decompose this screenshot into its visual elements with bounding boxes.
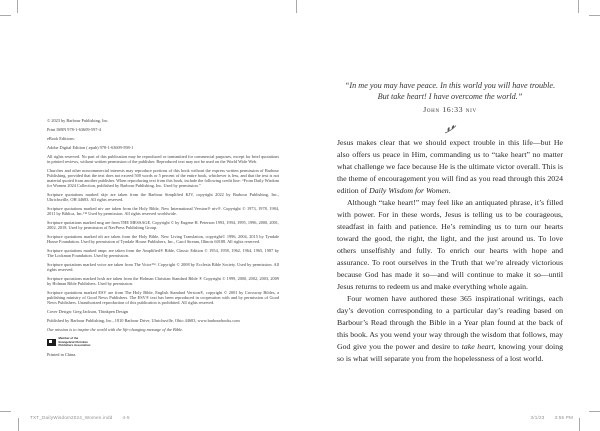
scripture-note-esv: Scripture quotations marked ESV are from The Holy Bible, English Standard Version®, copyright © 2001 by Crossway Bibles, a publishing ministry of Good News Publishers. The ESV® text has been reproduced in cooperation with and by permission of Good News Publishers. Unauthorized reproduction of this publication is prohibited. All rights reserved. <box>47 290 279 305</box>
scripture-note-msg: Scripture quotations marked msg are from THE MESSAGE. Copyright © by Eugene H. Peterson 1993, 1994, 1995, 1996, 2000, 2001, 2002, 2018. Used by permission of NavPress Publishing Group. <box>47 220 279 231</box>
crop-mark-bottom-right-h <box>589 411 600 412</box>
ecpa-member-logo <box>47 337 279 347</box>
intro-paragraph-3 <box>337 293 563 365</box>
quote-line: But take heart! I have overcome the world.” <box>377 92 523 101</box>
crop-mark-top-left-v <box>17 0 18 13</box>
book-title-italic: Daily Wisdom for Women <box>369 186 449 195</box>
crop-mark-top-right-h <box>589 15 600 16</box>
copyright-line: © 2023 by Barbour Publishing, Inc. <box>47 118 109 123</box>
scripture-reference: John 16:33 niv <box>423 105 477 114</box>
scripture-quote <box>337 80 563 102</box>
ecpa-line: Member of the <box>58 336 79 341</box>
ecpa-line: Publishers Association <box>58 342 91 347</box>
rights-paragraph: All rights reserved. No part of this publication may be reproduced or transmitted for commercial purposes, except for brief quotations in printed reviews, without written permission of the publisher. Reproduced text may not be used on the World Wide Web. <box>47 154 279 165</box>
leaf-flourish-icon <box>337 121 563 131</box>
scripture-note-nlt: Scripture quotations marked nlt are taken from the Holy Bible, New Living Translation, copyright© 1996, 2004, 2015 by Tyndale House Foundation. Used by permission of Tyndale House Publishers, Inc., Carol Stream, Illinois 60188. All rights reserved. <box>47 234 279 245</box>
scripture-note-voice: Scripture quotations marked voice are taken from The Voice™. Copyright © 2008 by Ecclesia Bible Society. Used by permission. All rights reserved. <box>47 262 279 273</box>
ecpa-logo-text <box>59 337 91 347</box>
quote-line: “In me you may have peace. In this world you will have trouble. <box>344 81 556 90</box>
sheet-page-numbers: 4-5 <box>122 415 130 420</box>
slug-date: 3/1/23 <box>530 415 545 420</box>
paragraph-text: . <box>448 186 451 195</box>
crop-mark-bottom-left-v <box>18 418 19 431</box>
crop-mark-bottom-right-v <box>579 418 580 431</box>
indd-filename: TXT_DailyWisdom2024_Women.indd <box>30 415 113 420</box>
take-heart-italic: take heart <box>461 342 494 351</box>
copyright-page <box>47 119 279 362</box>
scripture-note-skjv: Scripture quotations marked skjv are taken from the Barbour Simplified KJV, copyright 2022 by Barbour Publishing, Inc., Uhrichsville, OH 44683. All rights reserved. <box>47 192 279 203</box>
intro-paragraph-2: Although “take heart!” may feel like an antiquated phrase, it’s filled with power. For in these words, Jesus is telling us to be courageous, steadfast in faith and patience. He’s reminding us to turn our hearts toward the good, the right, the light, and the just around us. To love others unselfishly and fully. To enrich our hearts with hope and assurance. To root ourselves in the Truth that we’re already victorious because God has made it so—and will continue to make it so—until Jesus returns to redeem us and make everything whole again. <box>337 198 563 291</box>
scripture-note-hcsb: Scripture quotations marked hcsb are taken from the Holman Christian Standard Bible ® Copyright © 1999, 2000, 2002, 2003, 2009 by Holman Bible Publishers. Used by permission. <box>47 276 279 287</box>
scripture-note-niv: Scripture quotations marked niv are taken from the Holy Bible, New International Version® niv®. Copyright © 1973, 1978, 1984, 2011 by Biblica, Inc.™ Used by permission. All rights reserved worldwide. <box>47 206 279 217</box>
crop-mark-top-center <box>296 0 297 13</box>
scripture-note-ampc: Scripture quotations marked ampc are taken from the Amplified® Bible, Classic Edition © 1954, 1958, 1962, 1964, 1965, 1987 by The Lockman Foundation. Used by permission. <box>47 248 279 259</box>
publisher-address-line: Published by Barbour Publishing, Inc., 1810 Barbour Drive, Uhrichsville, Ohio 44683, www.barbourbooks.com <box>47 318 240 324</box>
paragraph-text: Jesus makes clear that we should expect trouble in this life—but He also offers us peace in Him, commanding us to “take heart” no matter what challenge we face because He is the ultimate victor overall. This is the theme of encouragement you will find as you read through this 2024 edition of <box>337 138 563 195</box>
mission-statement: Our mission is to inspire the world with the life-changing message of the Bible. <box>47 327 184 333</box>
epub-isbn-line: Adobe Digital Edition (.epub) 978-1-63609-598-1 <box>47 145 134 151</box>
slug-time: 3:55 PM <box>554 415 573 420</box>
printed-in-line: Printed in China. <box>47 352 77 358</box>
print-isbn-line: Print ISBN 978-1-63609-597-4 <box>47 127 101 133</box>
intro-paragraph-1 <box>337 137 563 197</box>
paragraph-text: Four women have authored these 365 inspirational writings, each day’s devotion corresponding to a particular day’s reading based on Barbour’s Read through the Bible in a Year plan found at the back of this book. As you wend your way through the wisdom that follows, may God give you the power and desire to <box>337 294 563 351</box>
ecpa-line: Evangelical Christian <box>58 339 88 344</box>
slug-filename <box>30 415 130 420</box>
paragraph-text: , knowing your doing so is what will separate you from the hopelessness of a lost world. <box>337 342 563 363</box>
introduction-page <box>337 80 563 365</box>
ecpa-logo-icon <box>47 339 56 347</box>
crop-mark-bottom-left-h <box>0 411 11 412</box>
churches-permission-paragraph: Churches and other noncommercial interests may reproduce portions of this book without the express written permission of Barbour Publishing, provided that the text does not exceed 500 words or 5 percent of the entire book, whichever is less, and that the text is not material quoted from another publisher. When reproducing text from this book, include the following credit line: “From Daily Wisdom for Women 2024 Collection, published by Barbour Publishing, Inc. Used by permission.” <box>47 168 279 189</box>
ebook-editions-label: eBook Editions: <box>47 136 75 142</box>
cover-design-credit: Cover Design: Greg Jackson, Thinkpen Design <box>47 309 129 315</box>
slug-datetime <box>531 415 574 420</box>
crop-mark-top-left-h <box>0 15 11 16</box>
crop-mark-top-right-v <box>578 0 579 13</box>
